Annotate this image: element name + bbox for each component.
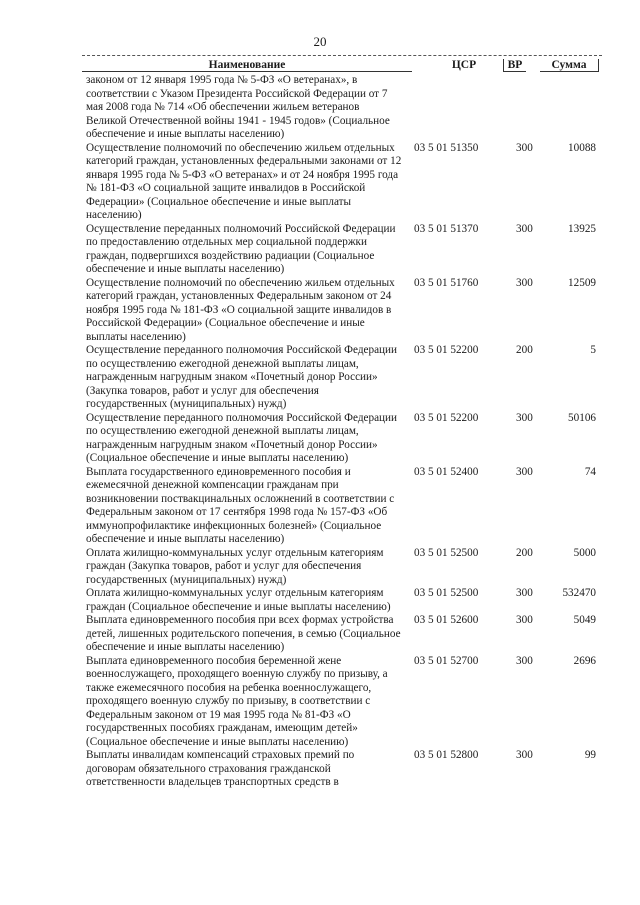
row-name: Осуществление полномочий по обеспечению жильем отдельных категорий граждан, установленных федеральными законами от 12 января 1995 года № 5-ФЗ «О ветеранах» и от 24 ноября 1995 года № 181-ФЗ «О социальной защите инвалидов в Российской Федерации» (Социальное обеспечение и иные выплаты населению) — [86, 141, 402, 221]
row-vr: 200 — [516, 546, 533, 559]
table-row — [86, 466, 606, 547]
table-row — [86, 655, 606, 750]
row-sum: 5000 — [573, 546, 596, 559]
row-csr: 03 5 01 52800 — [414, 749, 479, 761]
row-name: Осуществление переданного полномочия Российской Федерации по осуществлению ежегодной денежной выплаты лицам, награжденным нагрудным знаком «Почетный донор России» (Социальное обеспечение и иные выплаты населению) — [86, 411, 398, 464]
row-csr: 03 5 01 51350 — [414, 141, 479, 154]
row-sum: 50106 — [568, 411, 596, 424]
row-name: законом от 12 января 1995 года № 5-ФЗ «О ветеранах», в соответствии с Указом Президента Российской Федерации от 7 мая 2008 года № 714 «Об обеспечении жильем ветеранов Великой Отечественной войны 1941 - 1945 годов» (Социальное обеспечение и иные выплаты населению) — [86, 74, 390, 140]
page-number: 20 — [313, 34, 327, 49]
table-row — [86, 749, 606, 790]
row-csr: 03 5 01 52500 — [414, 587, 479, 599]
row-csr: 03 5 01 51370 — [414, 222, 479, 235]
row-vr: 300 — [516, 411, 533, 424]
header-sum: Сумма — [540, 59, 599, 72]
row-vr: 300 — [516, 749, 533, 761]
table-row — [86, 142, 606, 223]
row-sum: 10088 — [568, 141, 596, 154]
row-name: Оплата жилищно-коммунальных услуг отдельным категориям граждан (Социальное обеспечение и иные выплаты населению) — [86, 587, 391, 613]
row-vr: 200 — [516, 344, 533, 356]
row-sum: 12509 — [568, 276, 596, 289]
header-vr: ВР — [503, 59, 526, 72]
table-row — [86, 223, 606, 277]
row-name: Осуществление переданных полномочий Российской Федерации по предоставлению отдельных мер социальной поддержки граждан, подвергшихся воздействию радиации (Социальное обеспечение и иные выплаты населению) — [86, 222, 396, 275]
row-name: Оплата жилищно-коммунальных услуг отдельным категориям граждан (Закупка товаров, работ и услуг для обеспечения государственных (муниципальных) нужд) — [86, 546, 384, 586]
row-sum: 13925 — [568, 222, 596, 235]
table-header — [82, 55, 602, 74]
table-row — [86, 412, 606, 466]
row-sum: 74 — [584, 465, 596, 478]
table-row — [86, 344, 606, 412]
row-sum: 532470 — [562, 587, 596, 599]
row-sum: 5 — [590, 344, 596, 356]
row-vr: 300 — [516, 276, 533, 289]
row-name: Выплата единовременного пособия беременной жене военнослужащего, проходящего военную службу по призыву, а также ежемесячного пособия на ребенка военнослужащего, проходящего военную службу по призыву, в соответствии с Федеральным законом от 19 мая 1995 года № 81-ФЗ «О государственных пособиях гражданам, имеющим детей» (Социальное обеспечение и иные выплаты населению) — [86, 654, 388, 748]
row-csr: 03 5 01 52200 — [414, 411, 479, 424]
table-row — [86, 547, 606, 588]
row-name: Выплаты инвалидам компенсаций страховых премий по договорам обязательного страхования гражданской ответственности владельцев транспортных средств в — [86, 749, 355, 788]
header-name: Наименование — [82, 59, 412, 72]
row-csr: 03 5 01 52700 — [414, 654, 479, 667]
row-name: Осуществление переданного полномочия Российской Федерации по осуществлению ежегодной денежной выплаты лицам, награжденным нагрудным знаком «Почетный донор России» (Закупка товаров, работ и услуг для обеспечения государственных (муниципальных) нужд) — [86, 344, 398, 410]
row-csr: 03 5 01 51760 — [414, 276, 479, 289]
budget-table — [86, 74, 606, 790]
row-vr: 300 — [516, 587, 533, 599]
row-name: Осуществление полномочий по обеспечению жильем отдельных категорий граждан, установленных Федеральным законом от 24 ноября 1995 года № 181-ФЗ «О социальной защите инвалидов в Российской Федерации» (Социальное обеспечение и иные выплаты населению) — [86, 276, 395, 343]
row-csr: 03 5 01 52200 — [414, 344, 479, 356]
row-sum: 5049 — [573, 614, 596, 626]
row-vr: 300 — [516, 222, 533, 235]
row-vr: 300 — [516, 614, 533, 626]
row-sum: 2696 — [573, 654, 596, 667]
header-csr: ЦСР — [451, 59, 477, 71]
row-name: Выплата единовременного пособия при всех формах устройства детей, лишенных родительского попечения, в семью (Социальное обеспечение и иные выплаты населению) — [86, 614, 401, 653]
table-row — [86, 614, 606, 655]
row-vr: 300 — [516, 654, 533, 667]
row-vr: 300 — [516, 141, 533, 154]
table-row — [86, 587, 606, 614]
table-row — [86, 74, 606, 142]
table-row — [86, 277, 606, 345]
row-csr: 03 5 01 52600 — [414, 614, 479, 626]
row-csr: 03 5 01 52400 — [414, 465, 479, 478]
row-name: Выплата государственного единовременного пособия и ежемесячной денежной компенсации гражданам при возникновении поствакцинальных осложнений в соответствии с Федеральным законом от 17 сентября 1998 года № 157-ФЗ «Об иммунопрофилактике инфекционных болезней» (Социальное обеспечение и иные выплаты населению) — [86, 465, 395, 545]
row-sum: 99 — [584, 749, 596, 761]
row-vr: 300 — [516, 465, 533, 478]
row-csr: 03 5 01 52500 — [414, 546, 479, 559]
